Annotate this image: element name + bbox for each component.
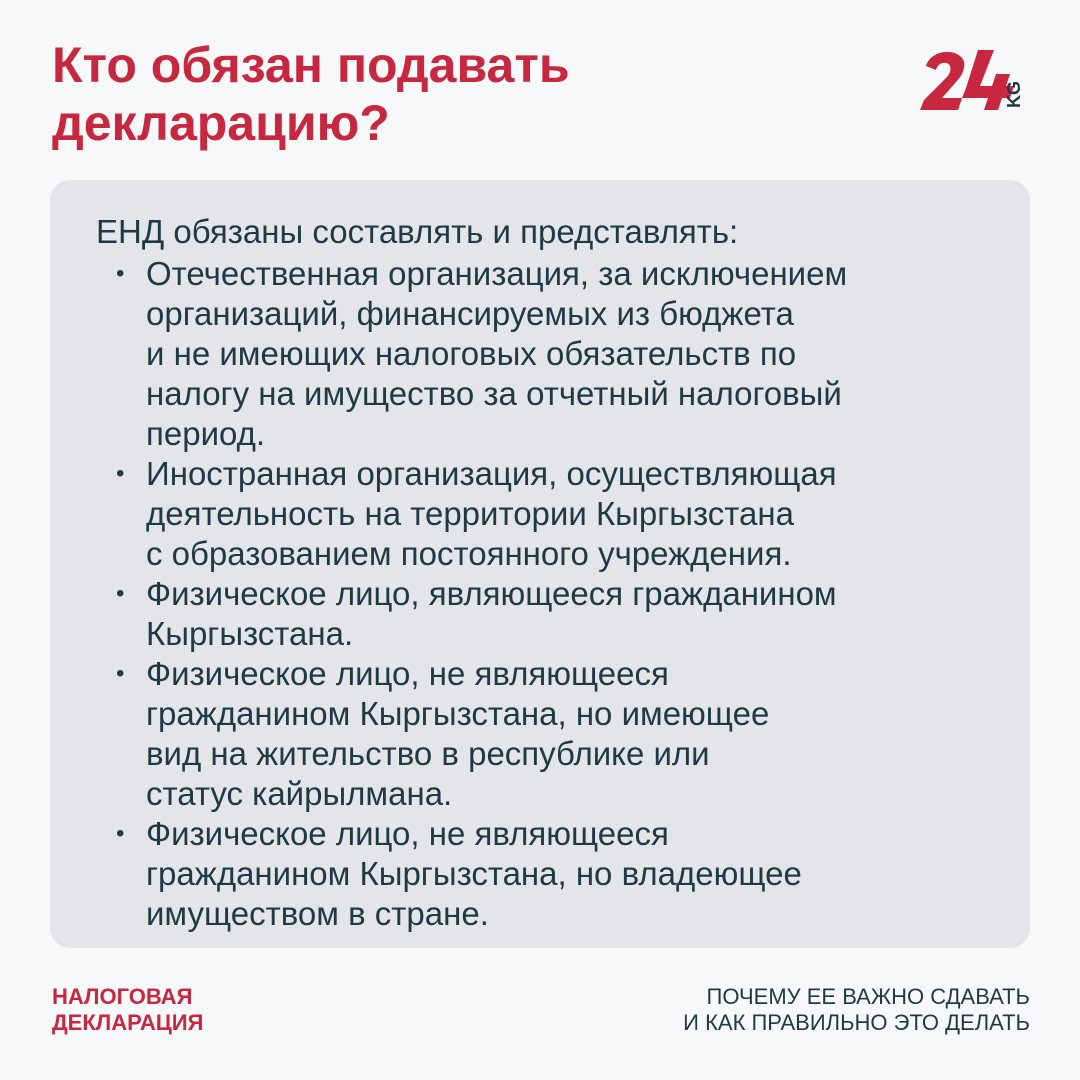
page-title: Кто обязан подавать декларацию? (52, 37, 570, 151)
bullet-icon: • (116, 820, 125, 847)
list-item-text: Физическое лицо, являющееся гражданином Кыргызстана. (146, 575, 837, 652)
24kg-logo (920, 46, 1032, 118)
list-item (96, 814, 1000, 934)
list-item-text: Иностранная организация, осуществляющая деятельность на территории Кыргызстана с образованием постоянного учреждения. (146, 455, 837, 572)
logo-suffix: KG (1004, 81, 1024, 108)
footer-section-label: НАЛОГОВАЯ ДЕКЛАРАЦИЯ (52, 984, 204, 1035)
bullet-icon: • (116, 580, 125, 607)
list-item (96, 574, 1000, 654)
footer-subtitle: ПОЧЕМУ ЕЕ ВАЖНО СДАВАТЬ И КАК ПРАВИЛЬНО ЭТО ДЕЛАТЬ (683, 984, 1030, 1035)
bullet-icon: • (116, 660, 125, 687)
list-item-text: Отечественная организация, за исключением организаций, финансируемых из бюджета и не имеющих налоговых обязательств по налогу на имущество за отчетный налоговый период. (146, 255, 848, 452)
content-card (50, 180, 1030, 948)
obligation-list (96, 254, 1000, 934)
list-item (96, 254, 1000, 454)
bullet-icon: • (116, 260, 125, 287)
list-item-text: Физическое лицо, не являющееся гражданином Кыргызстана, но владеющее имуществом в стране. (146, 815, 802, 932)
list-item-text: Физическое лицо, не являющееся гражданином Кыргызстана, но имеющее вид на жительство в республике или статус кайрылмана. (146, 655, 770, 812)
intro-text: ЕНД обязаны составлять и представлять: (96, 213, 739, 250)
bullet-icon: • (116, 460, 125, 487)
list-item (96, 454, 1000, 574)
list-item (96, 654, 1000, 814)
